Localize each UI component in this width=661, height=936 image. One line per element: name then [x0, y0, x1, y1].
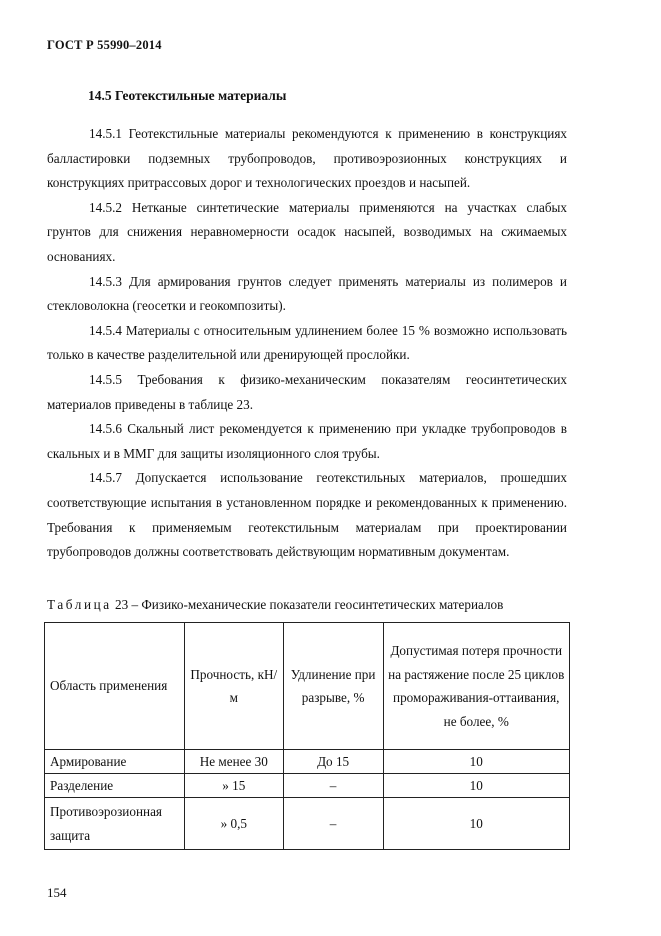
table-caption-text: 23 – Физико-механические показатели геосинтетических материалов [111, 597, 504, 612]
paragraph-14-5-2: 14.5.2 Нетканые синтетические материалы применяются на участках слабых грунтов для снижения неравномерности осадок насыпей, возводимых на сжимаемых основаниях. [47, 199, 567, 264]
cell-area: Противоэрозионная защита [45, 798, 185, 850]
header-strength: Прочность, кН/м [184, 623, 283, 750]
section-title: 14.5 Геотекстильные материалы [88, 88, 287, 103]
properties-table [44, 622, 570, 850]
header-elongation: Удлинение при разрыве, % [283, 623, 383, 750]
table-row [45, 750, 570, 774]
cell-elongation: До 15 [283, 750, 383, 774]
table-caption [47, 597, 503, 613]
paragraph-14-5-1: 14.5.1 Геотекстильные материалы рекомендуются к применению в конструкциях балластировки подземных трубопроводов, противоэрозионных конструкциях и конструкциях притрассовых дорог и технологических проездов и насыпей. [47, 126, 567, 191]
body-text [47, 122, 567, 565]
cell-strength: » 15 [184, 774, 283, 798]
header-application-area: Область применения [45, 623, 185, 750]
table-caption-label: Таблица [47, 597, 112, 612]
cell-area: Армирование [45, 750, 185, 774]
table-row [45, 774, 570, 798]
document-header: ГОСТ Р 55990–2014 [47, 38, 162, 52]
paragraph-14-5-4: 14.5.4 Материалы с относительным удлинением более 15 % возможно использовать только в качестве разделительной или дренирующей прослойки. [47, 322, 567, 363]
cell-strength-loss: 10 [383, 798, 570, 850]
cell-strength-loss: 10 [383, 750, 570, 774]
cell-elongation: – [283, 798, 383, 850]
cell-strength: » 0,5 [184, 798, 283, 850]
paragraph-14-5-6: 14.5.6 Скальный лист рекомендуется к применению при укладке трубопроводов в скальных и в ММГ для защиты изоляционного слоя трубы. [47, 421, 567, 461]
paragraph-14-5-5: 14.5.5 Требования к физико-механическим показателям геосинтетических материалов приведены в таблице 23. [47, 371, 567, 412]
header-strength-loss: Допустимая потеря прочности на растяжение после 25 циклов промораживания-оттаивания, не более, % [383, 623, 570, 750]
paragraph-14-5-3: 14.5.3 Для армирования грунтов следует применять материалы из полимеров и стекловолокна (геосетки и геокомпозиты). [47, 273, 567, 314]
table-row [45, 798, 570, 850]
page-number: 154 [47, 885, 67, 900]
cell-area: Разделение [45, 774, 185, 798]
cell-elongation: – [283, 774, 383, 798]
table-header-row [45, 623, 570, 750]
cell-strength: Не менее 30 [184, 750, 283, 774]
cell-strength-loss: 10 [383, 774, 570, 798]
paragraph-14-5-7: 14.5.7 Допускается использование геотекстильных материалов, прошедших соответствующие испытания в установленном порядке и рекомендованных к применению. Требования к применяемым геотекстильным материалам при проектировании трубопроводов должны соответствовать действующим нормативным документам. [47, 470, 567, 560]
